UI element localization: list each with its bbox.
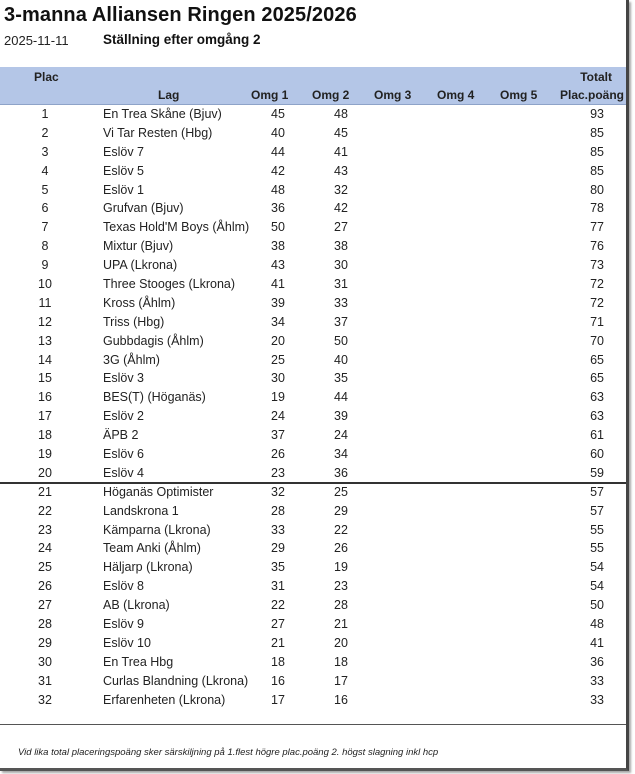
cell-total: 61	[590, 428, 604, 443]
table-row	[0, 427, 626, 446]
cell-omg1: 22	[271, 598, 285, 613]
cell-omg2: 32	[334, 182, 348, 197]
cell-lag: Kross (Åhlm)	[103, 295, 176, 310]
table-row	[0, 144, 626, 163]
cell-omg2: 39	[334, 409, 348, 424]
cell-omg1: 29	[271, 541, 285, 556]
cell-omg2: 22	[334, 522, 348, 537]
cell-omg2: 34	[334, 447, 348, 462]
tiebreak-footnote: Vid lika total placeringspoäng sker särskiljning på 1.flest högre plac.poäng 2. högst slagning inkl hcp	[18, 747, 439, 758]
cell-total: 50	[590, 598, 604, 613]
cell-omg2: 37	[334, 314, 348, 329]
header-omg3: Omg 3	[374, 88, 412, 102]
cell-omg1: 16	[271, 673, 285, 688]
table-row	[0, 370, 626, 389]
cell-omg1: 40	[271, 125, 285, 140]
cell-omg1: 28	[271, 503, 285, 518]
table-row	[0, 692, 626, 711]
report-date: 2025-11-11	[4, 33, 69, 48]
cell-total: 78	[590, 201, 604, 216]
cell-omg2: 30	[334, 258, 348, 273]
cell-lag: Eslöv 6	[103, 447, 144, 462]
cell-total: 55	[590, 541, 604, 556]
cell-lag: Triss (Hbg)	[103, 314, 165, 329]
cell-omg1: 33	[271, 522, 285, 537]
cell-omg1: 24	[271, 409, 285, 424]
page-title: 3-manna Alliansen Ringen 2025/2026	[4, 4, 357, 26]
cell-omg2: 31	[334, 277, 348, 292]
header-lag: Lag	[158, 88, 180, 102]
cell-omg1: 26	[271, 447, 285, 462]
cell-plac: 11	[38, 295, 52, 310]
cell-plac: 31	[38, 673, 52, 688]
table-row	[0, 540, 626, 559]
cell-omg1: 19	[271, 390, 285, 405]
header-omg1: Omg 1	[251, 88, 289, 102]
cell-omg1: 25	[271, 352, 285, 367]
header-omg5: Omg 5	[500, 88, 538, 102]
cell-omg2: 33	[334, 295, 348, 310]
cell-omg1: 48	[271, 182, 285, 197]
page-subtitle: Ställning efter omgång 2	[103, 32, 261, 47]
cell-total: 60	[590, 447, 604, 462]
cell-lag: UPA (Lkrona)	[103, 258, 178, 273]
cell-lag: Eslöv 7	[103, 144, 144, 159]
cell-omg2: 28	[334, 598, 348, 613]
cell-lag: Eslöv 3	[103, 371, 144, 386]
header-placpoang: Plac.poäng	[559, 88, 624, 102]
cell-total: 57	[590, 484, 604, 499]
cell-lag: Eslöv 9	[103, 617, 144, 632]
cell-omg1: 45	[271, 107, 285, 121]
cell-plac: 4	[41, 163, 49, 178]
cell-plac: 20	[38, 465, 52, 480]
table-row	[0, 389, 626, 408]
cell-plac: 13	[38, 333, 52, 348]
cell-omg2: 38	[334, 239, 348, 254]
cell-total: 54	[590, 560, 604, 575]
table-row	[0, 408, 626, 427]
cell-plac: 26	[38, 579, 52, 594]
cell-lag: Eslöv 10	[103, 635, 151, 650]
table-row	[0, 352, 626, 371]
cell-omg2: 29	[334, 503, 348, 518]
cell-lag: Kämparna (Lkrona)	[103, 522, 211, 537]
cell-lag: Erfarenheten (Lkrona)	[103, 692, 226, 707]
cell-lag: Höganäs Optimister	[103, 484, 214, 499]
cell-plac: 7	[41, 220, 49, 235]
cell-lag: Eslöv 1	[103, 182, 144, 197]
cell-total: 72	[590, 277, 604, 292]
cell-omg1: 27	[271, 617, 285, 632]
cell-omg2: 21	[334, 617, 348, 632]
cell-plac: 24	[38, 541, 52, 556]
cell-plac: 30	[38, 654, 52, 669]
cell-total: 54	[590, 579, 604, 594]
cell-omg1: 42	[271, 163, 285, 178]
cell-omg1: 18	[271, 654, 285, 669]
table-row	[0, 578, 626, 597]
cell-plac: 14	[38, 352, 52, 367]
footer-divider	[0, 724, 626, 725]
cell-omg2: 48	[334, 107, 348, 121]
table-header	[0, 67, 626, 105]
table-row	[0, 257, 626, 276]
table-row	[0, 673, 626, 692]
cell-omg1: 20	[271, 333, 285, 348]
cell-lag: Curlas Blandning (Lkrona)	[103, 673, 249, 688]
cell-total: 80	[590, 182, 604, 197]
cell-omg2: 43	[334, 163, 348, 178]
cell-lag: Eslöv 4	[103, 465, 144, 480]
cell-plac: 16	[38, 390, 52, 405]
cell-total: 77	[590, 220, 604, 235]
cell-plac: 22	[38, 503, 52, 518]
table-row	[0, 616, 626, 635]
cell-total: 85	[590, 144, 604, 159]
cell-omg2: 25	[334, 484, 348, 499]
cell-plac: 5	[41, 182, 49, 197]
cell-omg2: 50	[334, 333, 348, 348]
cell-total: 41	[590, 635, 604, 650]
cell-lag: 3G (Åhlm)	[103, 352, 160, 367]
header-omg2: Omg 2	[312, 88, 350, 102]
cell-total: 33	[590, 673, 604, 688]
table-row	[0, 163, 626, 182]
cell-omg2: 19	[334, 560, 348, 575]
cell-lag: Team Anki (Åhlm)	[103, 541, 201, 556]
cell-omg2: 27	[334, 220, 348, 235]
cell-total: 76	[590, 239, 604, 254]
cell-lag: Eslöv 8	[103, 579, 144, 594]
cell-omg1: 43	[271, 258, 285, 273]
cell-omg1: 44	[271, 144, 285, 159]
cell-omg2: 20	[334, 635, 348, 650]
cell-lag: Texas Hold'M Boys (Åhlm)	[103, 220, 250, 235]
cell-plac: 23	[38, 522, 52, 537]
cell-total: 65	[590, 352, 604, 367]
cell-lag: Mixtur (Bjuv)	[103, 239, 174, 254]
cell-plac: 18	[38, 428, 52, 443]
cell-omg2: 40	[334, 352, 348, 367]
cell-lag: Vi Tar Resten (Hbg)	[103, 125, 213, 140]
cell-omg1: 36	[271, 201, 285, 216]
table-row	[0, 503, 626, 522]
cell-lag: BES(T) (Höganäs)	[103, 390, 206, 405]
cell-plac: 1	[41, 107, 49, 121]
cell-total: 73	[590, 258, 604, 273]
cell-plac: 6	[41, 201, 49, 216]
cell-total: 63	[590, 409, 604, 424]
cell-plac: 29	[38, 635, 52, 650]
cell-total: 57	[590, 503, 604, 518]
cell-total: 48	[590, 617, 604, 632]
cell-omg2: 16	[334, 692, 348, 707]
table-row	[0, 559, 626, 578]
table-row	[0, 125, 626, 144]
cell-plac: 25	[38, 560, 52, 575]
table-row	[0, 635, 626, 654]
cell-lag: Gubbdagis (Åhlm)	[103, 333, 204, 348]
cell-lag: Landskrona 1	[103, 503, 179, 518]
cell-omg1: 21	[271, 635, 285, 650]
cell-total: 65	[590, 371, 604, 386]
cell-lag: Grufvan (Bjuv)	[103, 201, 184, 216]
cell-total: 36	[590, 654, 604, 669]
cell-total: 63	[590, 390, 604, 405]
cell-omg2: 35	[334, 371, 348, 386]
cell-omg2: 42	[334, 201, 348, 216]
cell-total: 55	[590, 522, 604, 537]
cell-omg2: 44	[334, 390, 348, 405]
table-row	[0, 200, 626, 219]
table-row	[0, 446, 626, 465]
cell-lag: AB (Lkrona)	[103, 598, 170, 613]
table-row	[0, 106, 626, 125]
group-divider	[0, 482, 626, 484]
cell-lag: Three Stooges (Lkrona)	[103, 277, 236, 292]
cell-omg2: 45	[334, 125, 348, 140]
table-row	[0, 597, 626, 616]
cell-omg1: 41	[271, 277, 285, 292]
cell-total: 85	[590, 125, 604, 140]
cell-plac: 10	[38, 277, 52, 292]
cell-omg1: 32	[271, 484, 285, 499]
cell-total: 71	[590, 314, 604, 329]
cell-plac: 19	[38, 447, 52, 462]
cell-lag: Häljarp (Lkrona)	[103, 560, 193, 575]
cell-omg2: 36	[334, 465, 348, 480]
cell-total: 72	[590, 295, 604, 310]
cell-plac: 9	[41, 258, 49, 273]
table-row	[0, 465, 626, 484]
table-row	[0, 219, 626, 238]
cell-omg1: 39	[271, 295, 285, 310]
cell-lag: En Trea Skåne (Bjuv)	[103, 107, 222, 121]
cell-lag: Eslöv 2	[103, 409, 144, 424]
cell-total: 70	[590, 333, 604, 348]
table-row	[0, 654, 626, 673]
cell-omg2: 41	[334, 144, 348, 159]
cell-lag: En Trea Hbg	[103, 654, 174, 669]
cell-plac: 21	[38, 484, 52, 499]
cell-omg1: 38	[271, 239, 285, 254]
cell-total: 33	[590, 692, 604, 707]
cell-omg1: 37	[271, 428, 285, 443]
cell-plac: 2	[41, 125, 49, 140]
header-plac: Plac	[34, 70, 59, 84]
cell-omg1: 35	[271, 560, 285, 575]
table-row	[0, 522, 626, 541]
table-row	[0, 238, 626, 257]
table-row	[0, 314, 626, 333]
cell-omg1: 34	[271, 314, 285, 329]
cell-plac: 15	[38, 371, 52, 386]
cell-total: 59	[590, 465, 604, 480]
header-totalt: Totalt	[580, 70, 612, 84]
table-row	[0, 484, 626, 503]
cell-plac: 3	[41, 144, 49, 159]
cell-plac: 12	[38, 314, 52, 329]
cell-plac: 8	[41, 239, 49, 254]
cell-lag: Eslöv 5	[103, 163, 144, 178]
cell-omg1: 23	[271, 465, 285, 480]
cell-omg1: 17	[271, 692, 285, 707]
cell-plac: 32	[38, 692, 52, 707]
table-row	[0, 182, 626, 201]
cell-total: 85	[590, 163, 604, 178]
header-omg4: Omg 4	[437, 88, 475, 102]
cell-plac: 28	[38, 617, 52, 632]
cell-omg2: 24	[334, 428, 348, 443]
standings-table-body	[0, 106, 626, 711]
cell-total: 93	[590, 107, 604, 121]
cell-plac: 27	[38, 598, 52, 613]
cell-omg1: 50	[271, 220, 285, 235]
cell-omg2: 26	[334, 541, 348, 556]
cell-lag: ÄPB 2	[103, 428, 139, 443]
table-row	[0, 333, 626, 352]
cell-omg1: 30	[271, 371, 285, 386]
cell-omg2: 17	[334, 673, 348, 688]
cell-omg2: 23	[334, 579, 348, 594]
cell-omg1: 31	[271, 579, 285, 594]
cell-omg2: 18	[334, 654, 348, 669]
table-row	[0, 276, 626, 295]
table-row	[0, 295, 626, 314]
cell-plac: 17	[38, 409, 52, 424]
